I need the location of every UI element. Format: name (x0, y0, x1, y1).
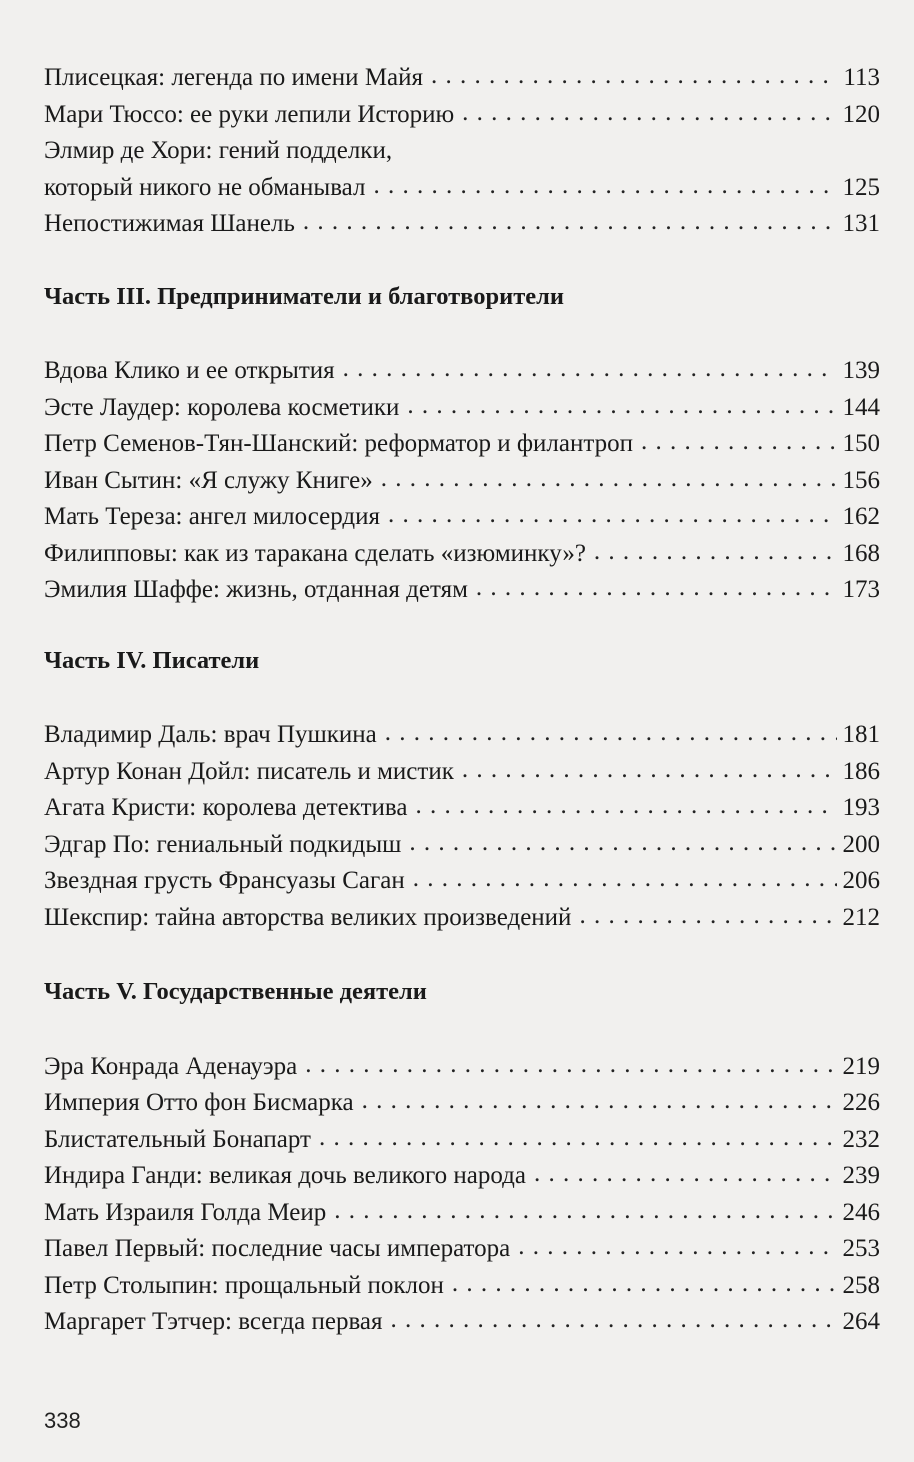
dot-leader (334, 1193, 836, 1230)
toc-entry-title: Звездная грусть Франсуазы Саган (44, 867, 405, 894)
toc-entry (44, 900, 880, 937)
toc-entry-title: Артур Конан Дойл: писатель и мистик (44, 757, 454, 785)
dot-leader (518, 1229, 836, 1266)
toc-entry (44, 133, 880, 206)
toc-entry-title: Эра Конрада Аденауэра (44, 1052, 298, 1080)
toc-entry-page: 226 (842, 1089, 880, 1116)
dot-leader (534, 1156, 837, 1193)
dot-leader (462, 752, 837, 789)
section-heading: Часть IV. Писатели (44, 646, 260, 674)
toc-entry (44, 717, 880, 754)
toc-entry-page: 186 (842, 757, 880, 785)
toc-entry-title: Империя Отто фон Бисмарка (44, 1089, 354, 1116)
toc-entry-title: Блистательный Бонапарт (44, 1125, 311, 1153)
toc-entry-title: Филипповы: как из таракана сделать «изюминку»? (44, 539, 586, 567)
toc-entry-title-line1: Элмир де Хори: гений подделки, (44, 137, 393, 164)
toc-entry (44, 1085, 880, 1122)
toc-entry-title: Мать Израиля Голда Меир (44, 1198, 327, 1226)
toc-entry-page: 120 (842, 100, 880, 128)
toc-entry (44, 790, 880, 827)
dot-leader (319, 1120, 837, 1157)
dot-leader (431, 58, 837, 95)
section-heading: Часть V. Государственные деятели (44, 978, 427, 1005)
toc-entry (44, 1158, 880, 1195)
toc-entry-page: 258 (842, 1271, 880, 1299)
toc-entry (44, 60, 880, 97)
section-heading: Часть III. Предприниматели и благотворители (44, 282, 565, 310)
toc-entry (44, 1231, 880, 1268)
dot-leader (415, 788, 836, 825)
toc-entry-title: Непостижимая Шанель (44, 210, 295, 237)
dot-leader (303, 204, 837, 241)
toc-entry-page: 246 (842, 1198, 880, 1226)
toc-entry (44, 863, 880, 900)
toc-entry-title: Вдова Клико и ее открытия (44, 357, 335, 384)
toc-entry-page: 206 (842, 867, 880, 894)
toc-section-entrepreneurs (44, 353, 880, 609)
toc-entry-page: 200 (842, 830, 880, 858)
toc-entry-page: 156 (842, 466, 880, 494)
toc-entry-title: Мари Тюссо: ее руки лепили Историю (44, 100, 455, 128)
dot-leader (641, 424, 837, 461)
toc-entry-page: 219 (842, 1052, 880, 1080)
toc-entry-page: 181 (842, 721, 880, 748)
toc-entry-page: 144 (842, 393, 880, 421)
toc-entry (44, 572, 880, 609)
table-of-contents (44, 60, 880, 1341)
toc-entry-title: Иван Сытин: «Я служу Книге» (44, 466, 373, 494)
toc-entry-title: который никого не обманывал (44, 173, 366, 201)
toc-entry-page: 150 (842, 430, 880, 457)
toc-entry (44, 499, 880, 536)
page-number: 338 (44, 1408, 81, 1433)
toc-entry (44, 536, 880, 573)
toc-entry-page: 125 (842, 173, 880, 201)
dot-leader (343, 351, 837, 388)
dot-leader (391, 1302, 837, 1339)
toc-section-writers (44, 717, 880, 936)
toc-entry-page: 173 (842, 576, 880, 603)
toc-entry-page: 193 (842, 794, 880, 821)
toc-entry-page: 264 (842, 1308, 880, 1335)
dot-leader (305, 1047, 836, 1084)
dot-leader (594, 534, 837, 571)
toc-entry-page: 212 (842, 903, 880, 931)
toc-entry (44, 97, 880, 134)
toc-entry-page: 139 (842, 357, 880, 384)
toc-entry-title: Эмилия Шаффе: жизнь, отданная детям (44, 576, 468, 603)
dot-leader (381, 461, 837, 498)
toc-entry-title: Петр Столыпин: прощальный поклон (44, 1271, 444, 1299)
toc-entry (44, 426, 880, 463)
toc-entry (44, 390, 880, 427)
toc-entry-page: 239 (842, 1162, 880, 1189)
dot-leader (476, 570, 837, 607)
toc-entry-page: 162 (842, 503, 880, 530)
toc-entry (44, 1268, 880, 1305)
toc-entry-title: Павел Первый: последние часы императора (44, 1235, 511, 1262)
toc-entry (44, 1049, 880, 1086)
toc-entry-title: Шекспир: тайна авторства великих произведений (44, 903, 572, 931)
toc-entry (44, 827, 880, 864)
toc-entry (44, 463, 880, 500)
dot-leader (452, 1266, 837, 1303)
dot-leader (407, 388, 836, 425)
toc-entry-page: 253 (842, 1235, 880, 1262)
toc-entry-page: 113 (843, 64, 880, 91)
toc-entry-title: Эсте Лаудер: королева косметики (44, 393, 400, 421)
toc-entry (44, 1304, 880, 1341)
toc-entry-page: 168 (842, 539, 880, 567)
toc-entry-title: Владимир Даль: врач Пушкина (44, 721, 377, 748)
dot-leader (385, 715, 837, 752)
dot-leader (409, 825, 836, 862)
toc-entry-page: 131 (842, 210, 880, 237)
dot-leader (413, 861, 837, 898)
toc-section-statesmen (44, 1049, 880, 1341)
toc-entry-title: Агата Кристи: королева детектива (44, 794, 408, 821)
toc-entry-title: Плисецкая: легенда по имени Майя (44, 64, 424, 91)
toc-entry (44, 353, 880, 390)
toc-entry (44, 754, 880, 791)
toc-entry-title: Мать Тереза: ангел милосердия (44, 503, 381, 530)
toc-entry (44, 206, 880, 243)
dot-leader (462, 95, 836, 132)
dot-leader (579, 898, 836, 935)
dot-leader (388, 497, 836, 534)
toc-entry (44, 1122, 880, 1159)
toc-entry-title: Эдгар По: гениальный подкидыш (44, 830, 402, 858)
toc-entry-page: 232 (842, 1125, 880, 1153)
toc-entry-title: Петр Семенов-Тян-Шанский: реформатор и филантроп (44, 430, 633, 457)
toc-entry-title: Индира Ганди: великая дочь великого народа (44, 1162, 526, 1189)
dot-leader (373, 168, 836, 205)
dot-leader (362, 1083, 837, 1120)
toc-entry-title: Маргарет Тэтчер: всегда первая (44, 1308, 383, 1335)
toc-section-continuation (44, 60, 880, 243)
toc-entry (44, 1195, 880, 1232)
